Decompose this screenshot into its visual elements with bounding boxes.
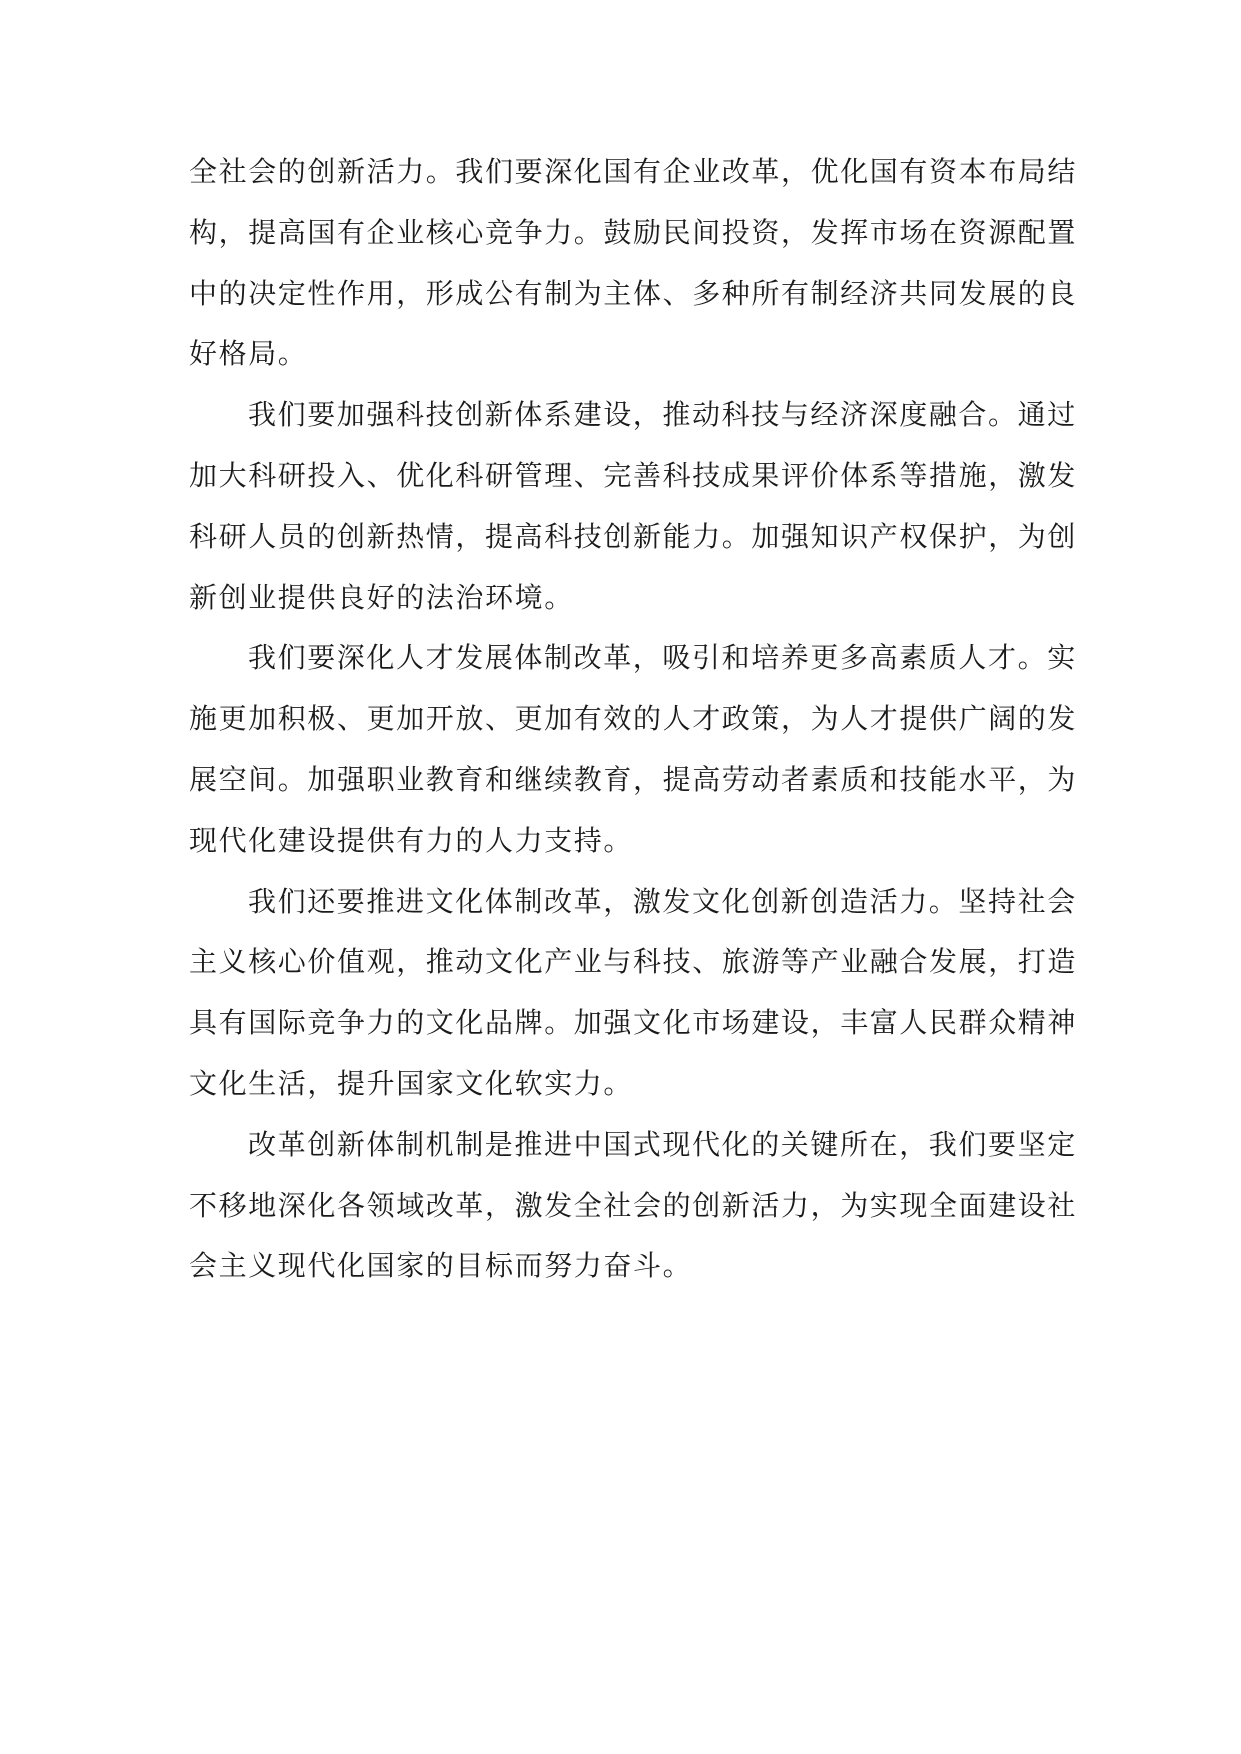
- text-line: 主义核心价值观，推动文化产业与科技、旅游等产业融合发展，打造: [189, 945, 1078, 979]
- text-line: 我们要深化人才发展体制改革，吸引和培养更多高素质人才。实: [248, 641, 1077, 675]
- text-line: 全社会的创新活力。我们要深化国有企业改革，优化国有资本布局结: [189, 155, 1078, 188]
- text-line: 加大科研投入、优化科研管理、完善科技成果评价体系等措施，激发: [189, 458, 1078, 492]
- text-line: 不移地深化各领域改革，激发全社会的创新活力，为实现全面建设社: [189, 1188, 1078, 1222]
- text-line: 科研人员的创新热情，提高科技创新能力。加强知识产权保护，为创: [189, 519, 1078, 553]
- text-line: 好格局。: [189, 337, 308, 371]
- text-line: 文化生活，提升国家文化软实力。: [189, 1066, 634, 1100]
- text-line: 我们还要推进文化体制改革，激发文化创新创造活力。坚持社会: [248, 884, 1077, 918]
- text-line: 我们要加强科技创新体系建设，推动科技与经济深度融合。通过: [248, 398, 1077, 432]
- document-body: [189, 142, 1078, 1297]
- paragraph: [189, 628, 1078, 871]
- text-line: 新创业提供良好的法治环境。: [189, 580, 574, 614]
- text-line: 展空间。加强职业教育和继续教育，提高劳动者素质和技能水平，为: [189, 762, 1078, 796]
- text-line: 构，提高国有企业核心竞争力。鼓励民间投资，发挥市场在资源配置: [189, 215, 1078, 249]
- paragraph: [189, 1115, 1078, 1297]
- text-line: 现代化建设提供有力的人力支持。: [189, 823, 634, 857]
- text-line: 施更加积极、更加开放、更加有效的人才政策，为人才提供广阔的发: [189, 702, 1078, 736]
- text-line: 中的决定性作用，形成公有制为主体、多种所有制经济共同发展的良: [189, 276, 1078, 310]
- text-line: 会主义现代化国家的目标而努力奋斗。: [189, 1249, 693, 1283]
- paragraph: [189, 142, 1078, 385]
- text-line: 改革创新体制机制是推进中国式现代化的关键所在，我们要坚定: [248, 1127, 1077, 1161]
- text-line: 具有国际竞争力的文化品牌。加强文化市场建设，丰富人民群众精神: [189, 1006, 1078, 1040]
- paragraph: [189, 872, 1078, 1115]
- paragraph: [189, 385, 1078, 628]
